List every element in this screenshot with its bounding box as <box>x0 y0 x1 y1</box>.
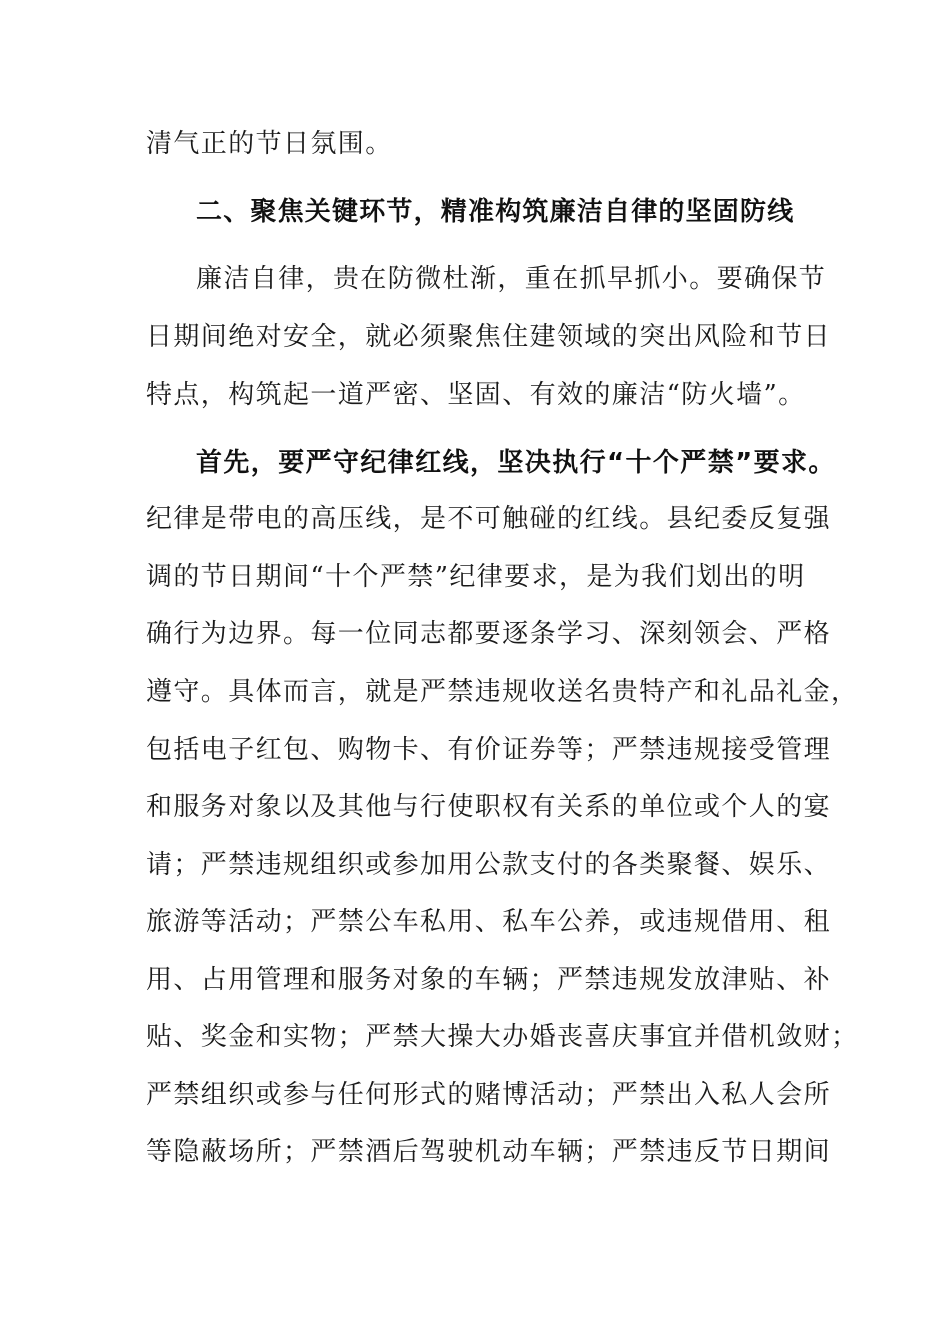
paragraph-first-line: 纪律是带电的高压线，是不可触碰的红线。县纪委反复强 <box>146 504 832 534</box>
paragraph-first-line: 用、占用管理和服务对象的车辆；严禁违规发放津贴、补 <box>146 965 832 995</box>
paragraph-continuation-line: 清气正的节日氛围。 <box>146 129 393 159</box>
paragraph-first-line: 等隐蔽场所；严禁酒后驾驶机动车辆；严禁违反节日期间 <box>146 1137 832 1167</box>
section-heading: 二、聚焦关键环节，精准构筑廉洁自律的坚固防线 <box>196 197 795 227</box>
paragraph-first-line: 遵守。具体而言，就是严禁违规收送名贵特产和礼品礼金， <box>146 677 859 707</box>
paragraph-first-line: 调的节日期间“十个严禁”纪律要求，是为我们划出的明 <box>146 562 806 592</box>
paragraph-first-lead: 首先，要严守纪律红线，坚决执行“十个严禁”要求。 <box>196 448 836 478</box>
paragraph-intro-line: 廉洁自律，贵在防微杜渐，重在抓早抓小。要确保节 <box>196 264 827 294</box>
paragraph-first-line: 请；严禁违规组织或参加用公款支付的各类聚餐、娱乐、 <box>146 850 832 880</box>
paragraph-first-line: 严禁组织或参与任何形式的赌博活动；严禁出入私人会所 <box>146 1080 832 1110</box>
paragraph-first-line: 旅游等活动；严禁公车私用、私车公养，或违规借用、租 <box>146 907 832 937</box>
paragraph-first-line: 确行为边界。每一位同志都要逐条学习、深刻领会、严格 <box>146 619 832 649</box>
paragraph-first-line: 和服务对象以及其他与行使职权有关系的单位或个人的宴 <box>146 792 832 822</box>
paragraph-intro-line: 日期间绝对安全，就必须聚焦住建领域的突出风险和节日 <box>146 322 832 352</box>
paragraph-first-line: 贴、奖金和实物；严禁大操大办婚丧喜庆事宜并借机敛财； <box>146 1022 859 1052</box>
paragraph-intro-line: 特点，构筑起一道严密、坚固、有效的廉洁“防火墙”。 <box>146 380 806 410</box>
paragraph-first-line: 包括电子红包、购物卡、有价证券等；严禁违规接受管理 <box>146 735 832 765</box>
